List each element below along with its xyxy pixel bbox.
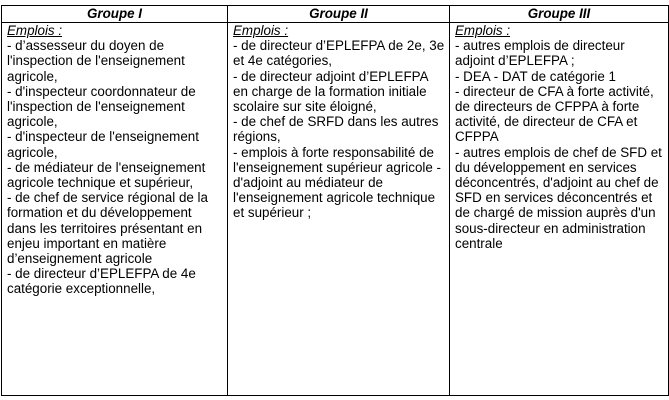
list-item: - de directeur d’EPLEFPA de 4e catégorie exceptionnelle, bbox=[7, 266, 196, 297]
list-item: - autres emplois de directeur adjoint d’EPLEFPA ; bbox=[455, 38, 625, 69]
emplois-heading: Emplois : bbox=[7, 23, 63, 38]
cell-groupe-1 bbox=[2, 23, 228, 396]
list-item: - de chef de SRFD dans les autres régions, bbox=[233, 114, 439, 145]
header-groupe-1: Groupe I bbox=[2, 6, 228, 23]
emplois-heading: Emplois : bbox=[233, 23, 289, 38]
list-item: - emplois à forte responsabilité de l'enseignement supérieur agricole - d'adjoint au médiateur de l'enseignement agricole technique et supérieur ; bbox=[233, 144, 441, 221]
list-item: - DEA - DAT de catégorie 1 bbox=[455, 68, 617, 84]
list-item: - de directeur d’EPLEFPA de 2e, 3e et 4e catégories, bbox=[233, 38, 445, 69]
list-item: - autres emplois de chef de SFD et du développement en services déconcentrés, d'adjoint au chef de SFD en services déconcentrés et de chargé de mission auprès d'un sous-directeur en administration centrale bbox=[455, 144, 662, 251]
list-item: - de médiateur de l'enseignement agricole technique et supérieur, bbox=[7, 159, 206, 191]
content-row bbox=[2, 23, 669, 396]
header-groupe-3: Groupe III bbox=[450, 6, 669, 23]
list-item: - directeur de CFA à forte activité, de directeurs de CFPPA à forte activité, de directeur de CFA et CFPPA bbox=[455, 83, 654, 145]
emplois-heading: Emplois : bbox=[455, 23, 511, 38]
list-item: - d'inspecteur coordonnateur de l'inspection de l'enseignement agricole, bbox=[7, 83, 196, 130]
list-item: - d’assesseur du doyen de l'inspection de l'enseignement agricole, bbox=[7, 38, 185, 84]
cell-groupe-2 bbox=[228, 23, 450, 396]
list-item: - d'inspecteur de l'enseignement agricole, bbox=[7, 129, 199, 160]
header-groupe-2: Groupe II bbox=[228, 6, 450, 23]
header-row bbox=[2, 6, 669, 23]
emplois-table bbox=[1, 5, 669, 396]
list-item: - de directeur adjoint d’EPLEFPA en charge de la formation initiale scolaire sur site éloigné, bbox=[233, 68, 428, 115]
cell-groupe-3 bbox=[450, 23, 669, 396]
list-item: - de chef de service régional de la formation et du développement dans les territoires présentant en enjeu important en matière d’enseignement agricole bbox=[7, 190, 208, 267]
